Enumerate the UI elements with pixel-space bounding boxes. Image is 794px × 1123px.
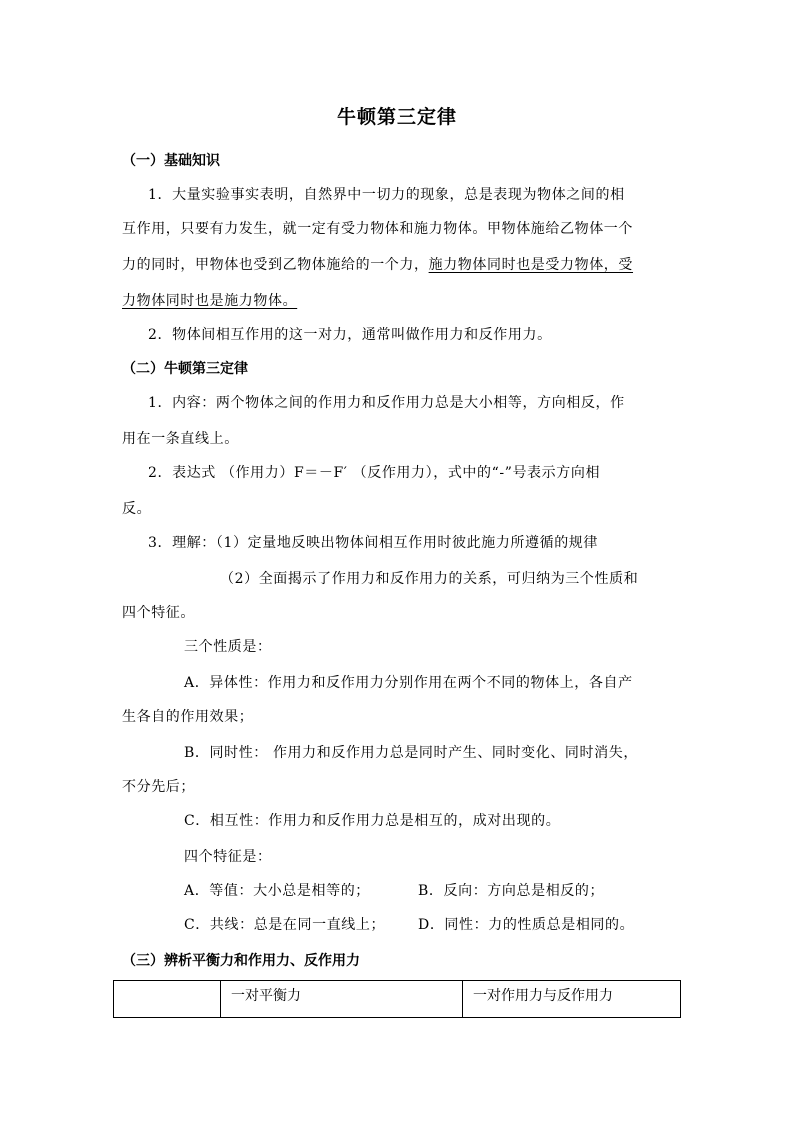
paragraph-line: 不分先后； (122, 779, 195, 795)
table-header-cell: 一对作用力与反作用力 (463, 981, 681, 1018)
table-header-cell: 一对平衡力 (221, 981, 463, 1018)
section-heading-basics: （一）基础知识 (122, 153, 220, 169)
paragraph-line: 反。 (122, 501, 152, 517)
formula-line: 2．表达式 （作用力）F＝－F′ （反作用力），式中的“-”号表示方向相 (148, 465, 601, 481)
section-heading-comparison: （三）辨析平衡力和作用力、反作用力 (122, 953, 360, 969)
paragraph-line: 用在一条直线上。 (122, 431, 239, 447)
paragraph-line: A．异体性：作用力和反作用力分别作用在两个不同的物体上，各自产 (184, 675, 633, 691)
paragraph-line: 四个特征。 (122, 605, 195, 621)
page-title: 牛顿第三定律 (336, 106, 457, 128)
paragraph-line: 生各自的作用效果； (122, 709, 254, 725)
subheading-properties: 三个性质是： (184, 639, 272, 655)
feature-item: C．共线：总是在同一直线上； (184, 917, 386, 933)
comparison-table (113, 980, 681, 1018)
paragraph-line: C．相互性：作用力和反作用力总是相互的，成对出现的。 (184, 813, 561, 829)
paragraph-line: B．同时性： 作用力和反作用力总是同时产生、同时变化、同时消失， (184, 745, 638, 761)
subheading-features: 四个特征是： (184, 849, 272, 865)
paragraph-text: 力的同时，甲物体也受到乙物体施给的一个力， (122, 257, 429, 273)
underlined-text: 施力物体同时也是受力物体，受 (428, 257, 634, 273)
underlined-text: 力物体同时也是施力物体。 (122, 293, 298, 309)
feature-item: A．等值：大小总是相等的； (184, 883, 370, 899)
paragraph-line: （2）全面揭示了作用力和反作用力的关系，可归纳为三个性质和 (220, 571, 639, 587)
feature-item: D．同性：力的性质总是相同的。 (418, 917, 635, 933)
section-heading-newton-third-law: （二）牛顿第三定律 (122, 361, 248, 377)
table-cell (114, 981, 221, 1018)
paragraph-line (122, 254, 633, 274)
feature-item: B．反向：方向总是相反的； (418, 883, 605, 899)
paragraph-line: 互作用，只要有力发生，就一定有受力物体和施力物体。甲物体施给乙物体一个 (122, 221, 633, 237)
paragraph-line: 2．物体间相互作用的这一对力，通常叫做作用力和反作用力。 (148, 327, 552, 343)
paragraph-line: 3．理解：（1）定量地反映出物体间相互作用时彼此施力所遵循的规律 (148, 535, 599, 551)
paragraph-line: 1．内容：两个物体之间的作用力和反作用力总是大小相等，方向相反，作 (148, 395, 625, 411)
table-row (114, 981, 681, 1018)
paragraph-line: 1．大量实验事实表明，自然界中一切力的现象，总是表现为物体之间的相 (148, 187, 625, 203)
